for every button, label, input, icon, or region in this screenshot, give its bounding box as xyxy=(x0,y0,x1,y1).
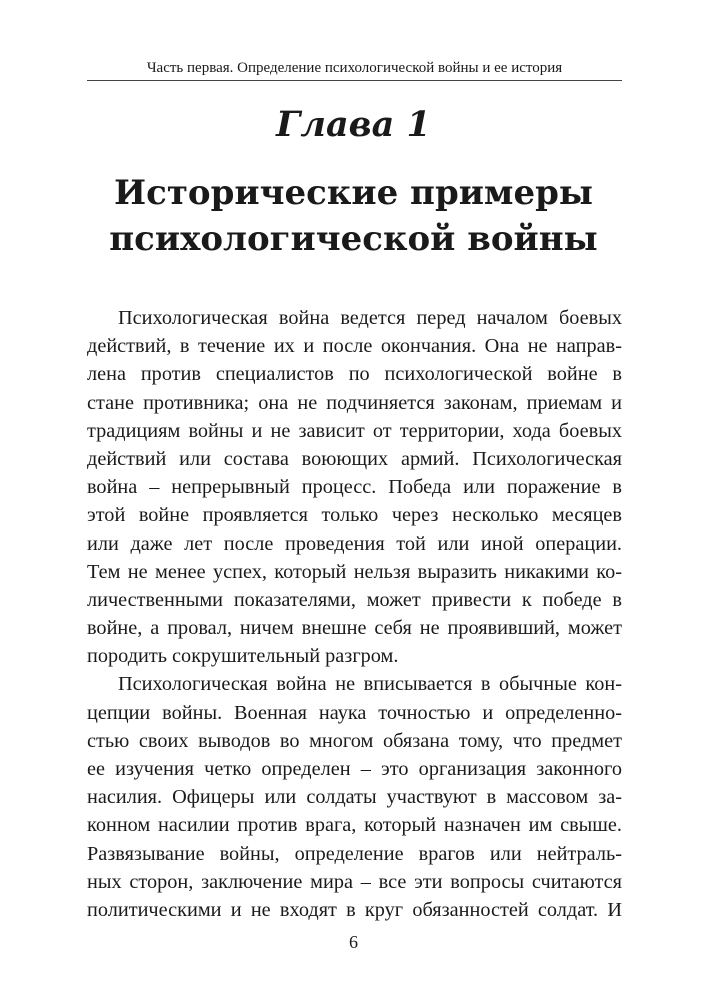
text-line: лена против специалистов по психологической войне в xyxy=(87,363,622,386)
text-line: стью своих выводов во многом обязана тому, что предмет xyxy=(87,729,622,752)
header-rule xyxy=(87,80,622,81)
text-line: личественными показателями, может привести к победе в xyxy=(87,588,622,611)
text-line: породить сокрушительный разгром. xyxy=(87,645,399,668)
text-line: традициям войны и не зависит от территории, хода боевых xyxy=(87,419,622,442)
body-text xyxy=(87,304,622,924)
chapter-title-line: психологической войны xyxy=(109,219,598,259)
text-line: Психологическая война ведется перед началом боевых xyxy=(118,307,622,329)
text-line: войне, а провал, ничем внешне себя не проявивший, может xyxy=(87,617,622,640)
chapter-title xyxy=(0,170,707,262)
text-line: Психологическая война не вписывается в обычные кон- xyxy=(118,673,622,696)
running-head: Часть первая. Определение психологической войны и ее история xyxy=(146,60,563,76)
text-line: ных сторон, заключение мира – все эти вопросы считаются xyxy=(87,870,622,893)
page-number: 6 xyxy=(349,932,358,952)
text-line: ее изучения четко определен – это организация законного xyxy=(87,758,622,780)
text-line: насилия. Офицеры или солдаты участвуют в массовом за- xyxy=(87,786,622,809)
text-line: или даже лет после проведения той или иной операции. xyxy=(87,532,622,555)
text-line: этой войне проявляется только через несколько месяцев xyxy=(87,504,622,527)
text-line: политическими и не входят в круг обязанностей солдат. И xyxy=(87,898,622,921)
text-line: Тем не менее успех, который нельзя выразить никакими ко- xyxy=(87,560,622,583)
text-line: действий или состава воюющих армий. Психологическая xyxy=(87,447,622,470)
chapter-title-line: Исторические примеры xyxy=(114,173,593,213)
text-line: действий, в течение их и после окончания. Она не направ- xyxy=(87,335,622,358)
text-line: стане противника; она не подчиняется законам, приемам и xyxy=(87,391,622,414)
text-line: война – непрерывный процесс. Победа или поражение в xyxy=(87,476,622,499)
text-line: Развязывание войны, определение врагов или нейтраль- xyxy=(87,842,622,865)
chapter-label: Глава 1 xyxy=(276,104,431,145)
text-line: конном насилии против врага, который назначен им свыше. xyxy=(87,814,622,837)
text-line: цепции войны. Военная наука точностью и определенно- xyxy=(87,701,622,724)
